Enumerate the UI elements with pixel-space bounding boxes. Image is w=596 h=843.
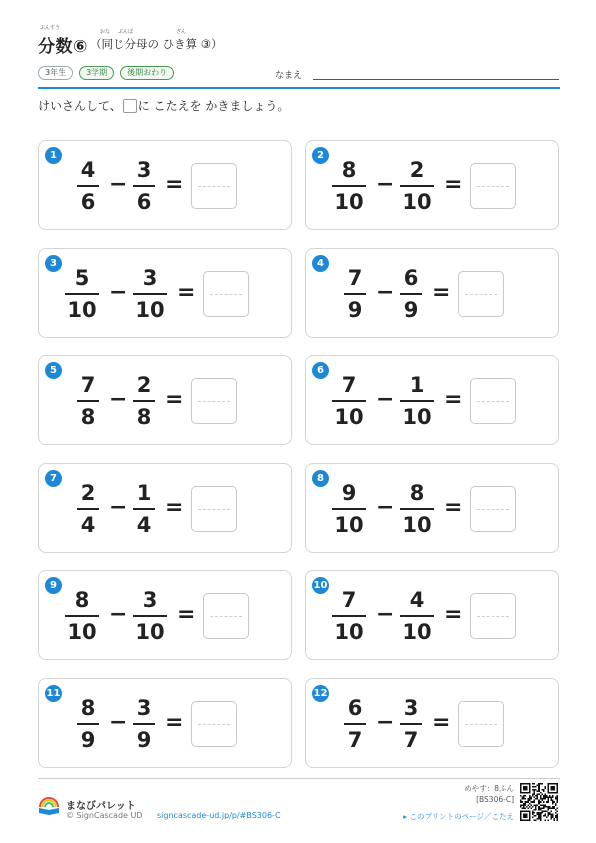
answer-box[interactable] xyxy=(191,378,237,424)
subtrahend-fraction xyxy=(400,265,422,323)
answer-box[interactable] xyxy=(470,593,516,639)
minuend-fraction xyxy=(77,157,99,215)
subtrahend-fraction xyxy=(400,372,434,430)
answer-box[interactable] xyxy=(203,271,249,317)
numerator: 4 xyxy=(80,158,96,182)
fraction-bar xyxy=(400,615,434,617)
denominator: 10 xyxy=(67,298,97,322)
problem-card-4 xyxy=(305,248,559,338)
denominator: 10 xyxy=(135,298,165,322)
numerator: 7 xyxy=(347,266,363,290)
denominator: 9 xyxy=(136,728,152,752)
problem-card-3 xyxy=(38,248,292,338)
numerator: 9 xyxy=(341,481,357,505)
minus-sign: − xyxy=(109,495,128,520)
qr-code-icon[interactable] xyxy=(520,783,558,821)
numerator: 2 xyxy=(409,158,425,182)
fraction-bar xyxy=(332,508,366,510)
problem-card-9 xyxy=(38,570,292,660)
numerator: 2 xyxy=(80,481,96,505)
copyright: © SignCascade UD xyxy=(66,811,143,820)
denominator: 9 xyxy=(80,728,96,752)
minus-sign: − xyxy=(109,387,128,412)
answer-box[interactable] xyxy=(191,163,237,209)
denominator: 10 xyxy=(402,190,432,214)
denominator: 6 xyxy=(80,190,96,214)
numerator: 8 xyxy=(409,481,425,505)
fraction-bar xyxy=(332,185,366,187)
problem-card-2 xyxy=(305,140,559,230)
denominator: 10 xyxy=(67,620,97,644)
problem-number-badge: 7 xyxy=(45,470,62,487)
equals-sign: = xyxy=(444,602,463,627)
problem-card-12 xyxy=(305,678,559,768)
problem-number-badge: 3 xyxy=(45,255,62,272)
instruction-box-icon xyxy=(123,99,137,113)
page-subtitle: （同じ分母の ひき算 ③） xyxy=(90,37,223,51)
equals-sign: = xyxy=(432,280,451,305)
problem-number-badge: 9 xyxy=(45,577,62,594)
fraction-bar xyxy=(400,723,422,725)
minuend-fraction xyxy=(332,372,366,430)
instruction-before: けいさんして、 xyxy=(38,99,122,113)
equals-sign: = xyxy=(444,387,463,412)
name-label: なまえ xyxy=(275,71,303,81)
fraction-bar xyxy=(65,615,99,617)
fraction-bar xyxy=(77,723,99,725)
numerator: 8 xyxy=(80,696,96,720)
answer-box[interactable] xyxy=(458,271,504,317)
denominator: 10 xyxy=(402,513,432,537)
instruction-after: に こたえを かきましょう。 xyxy=(137,99,290,113)
tag-term: 3学期 xyxy=(79,66,114,80)
problem-card-5 xyxy=(38,355,292,445)
subtrahend-fraction xyxy=(133,372,155,430)
problem-number-badge: 5 xyxy=(45,362,62,379)
numerator: 3 xyxy=(403,696,419,720)
problem-card-1 xyxy=(38,140,292,230)
equals-sign: = xyxy=(432,710,451,735)
problem-card-8 xyxy=(305,463,559,553)
subtrahend-fraction xyxy=(400,480,434,538)
fraction-bar xyxy=(65,293,99,295)
fraction-bar xyxy=(332,615,366,617)
minus-sign: − xyxy=(109,172,128,197)
denominator: 10 xyxy=(334,513,364,537)
answer-box[interactable] xyxy=(191,486,237,532)
numerator: 8 xyxy=(74,588,90,612)
minus-sign: − xyxy=(109,280,128,305)
answer-box[interactable] xyxy=(470,378,516,424)
fraction-bar xyxy=(344,723,366,725)
fraction-bar xyxy=(77,400,99,402)
numerator: 6 xyxy=(347,696,363,720)
minuend-fraction xyxy=(332,480,366,538)
subtrahend-fraction xyxy=(400,157,434,215)
denominator: 4 xyxy=(136,513,152,537)
subtrahend-fraction xyxy=(133,480,155,538)
denominator: 7 xyxy=(347,728,363,752)
fraction-bar xyxy=(400,185,434,187)
answer-box[interactable] xyxy=(470,486,516,532)
fraction-bar xyxy=(133,508,155,510)
denominator: 7 xyxy=(403,728,419,752)
minus-sign: − xyxy=(376,710,395,735)
subtrahend-fraction xyxy=(133,695,155,753)
minuend-fraction xyxy=(344,265,366,323)
problem-number-badge: 4 xyxy=(312,255,329,272)
tag-row xyxy=(38,66,174,80)
ruby-zan: ざん xyxy=(176,29,187,35)
subtrahend-fraction xyxy=(400,695,422,753)
numerator: 1 xyxy=(409,373,425,397)
footer-divider xyxy=(38,778,560,779)
problem-card-6 xyxy=(305,355,559,445)
ruby-onaji: おな xyxy=(100,29,111,35)
numerator: 1 xyxy=(136,481,152,505)
numerator: 7 xyxy=(80,373,96,397)
denominator: 10 xyxy=(402,620,432,644)
page-header xyxy=(38,24,560,58)
equals-sign: = xyxy=(165,710,184,735)
minuend-fraction xyxy=(332,157,366,215)
problem-number-badge: 10 xyxy=(312,577,329,594)
denominator: 8 xyxy=(80,405,96,429)
tag-grade: 3年生 xyxy=(38,66,73,80)
problem-number-badge: 8 xyxy=(312,470,329,487)
minus-sign: − xyxy=(376,387,395,412)
numerator: 6 xyxy=(403,266,419,290)
instruction xyxy=(38,97,289,114)
fraction-bar xyxy=(133,400,155,402)
ruby-bunsuu: ぶんすう xyxy=(40,25,61,31)
fraction-bar xyxy=(77,508,99,510)
rainbow-book-logo-icon xyxy=(38,795,60,815)
problem-card-11 xyxy=(38,678,292,768)
problem-number-badge: 2 xyxy=(312,147,329,164)
fraction-bar xyxy=(400,508,434,510)
numerator: 3 xyxy=(136,158,152,182)
subtrahend-fraction xyxy=(133,265,167,323)
answer-box[interactable] xyxy=(203,593,249,639)
fraction-bar xyxy=(133,723,155,725)
minuend-fraction xyxy=(65,587,99,645)
denominator: 10 xyxy=(334,405,364,429)
page-title: 分数⑥ xyxy=(38,37,88,57)
site-url-link[interactable]: signcascade-ud.jp/p/#BS306-C xyxy=(157,811,281,820)
denominator: 10 xyxy=(402,405,432,429)
brand-name: まなびパレット xyxy=(66,801,136,812)
fraction-bar xyxy=(344,293,366,295)
problem-number-badge: 12 xyxy=(312,685,329,702)
numerator: 5 xyxy=(74,266,90,290)
denominator: 4 xyxy=(80,513,96,537)
denominator: 10 xyxy=(135,620,165,644)
equals-sign: = xyxy=(177,602,196,627)
fraction-bar xyxy=(400,400,434,402)
equals-sign: = xyxy=(165,495,184,520)
subtrahend-fraction xyxy=(133,157,155,215)
minuend-fraction xyxy=(332,587,366,645)
denominator: 9 xyxy=(403,298,419,322)
fraction-bar xyxy=(77,185,99,187)
denominator: 10 xyxy=(334,190,364,214)
ruby-bunbo: ぶんぼ xyxy=(118,29,134,35)
problem-number-badge: 6 xyxy=(312,362,329,379)
answer-box[interactable] xyxy=(458,701,504,747)
fraction-bar xyxy=(133,615,167,617)
answer-page-link[interactable]: ▸ このプリントのページ／こたえ xyxy=(403,812,514,821)
denominator: 9 xyxy=(347,298,363,322)
numerator: 8 xyxy=(341,158,357,182)
header-divider xyxy=(38,87,560,89)
minus-sign: − xyxy=(376,280,395,305)
minus-sign: − xyxy=(376,172,395,197)
fraction-bar xyxy=(332,400,366,402)
minuend-fraction xyxy=(77,372,99,430)
problem-card-7 xyxy=(38,463,292,553)
tag-period: 後期おわり xyxy=(120,66,174,80)
worksheet-code: [BS306-C] xyxy=(476,795,514,804)
problem-number-badge: 1 xyxy=(45,147,62,164)
fraction-bar xyxy=(133,293,167,295)
numerator: 7 xyxy=(341,588,357,612)
minus-sign: − xyxy=(109,710,128,735)
fraction-bar xyxy=(133,185,155,187)
minus-sign: − xyxy=(109,602,128,627)
equals-sign: = xyxy=(165,172,184,197)
numerator: 3 xyxy=(142,588,158,612)
subtrahend-fraction xyxy=(400,587,434,645)
answer-box[interactable] xyxy=(470,163,516,209)
time-guide: めやす：8ふん xyxy=(464,784,514,793)
minus-sign: − xyxy=(376,602,395,627)
answer-box[interactable] xyxy=(191,701,237,747)
name-write-line[interactable] xyxy=(313,79,559,80)
numerator: 4 xyxy=(409,588,425,612)
equals-sign: = xyxy=(165,387,184,412)
denominator: 10 xyxy=(334,620,364,644)
equals-sign: = xyxy=(177,280,196,305)
numerator: 3 xyxy=(142,266,158,290)
minuend-fraction xyxy=(65,265,99,323)
minus-sign: − xyxy=(376,495,395,520)
subtrahend-fraction xyxy=(133,587,167,645)
minuend-fraction xyxy=(344,695,366,753)
minuend-fraction xyxy=(77,695,99,753)
numerator: 3 xyxy=(136,696,152,720)
equals-sign: = xyxy=(444,495,463,520)
numerator: 7 xyxy=(341,373,357,397)
numerator: 2 xyxy=(136,373,152,397)
problem-number-badge: 11 xyxy=(45,685,62,702)
denominator: 6 xyxy=(136,190,152,214)
fraction-bar xyxy=(400,293,422,295)
problem-card-10 xyxy=(305,570,559,660)
equals-sign: = xyxy=(444,172,463,197)
denominator: 8 xyxy=(136,405,152,429)
minuend-fraction xyxy=(77,480,99,538)
